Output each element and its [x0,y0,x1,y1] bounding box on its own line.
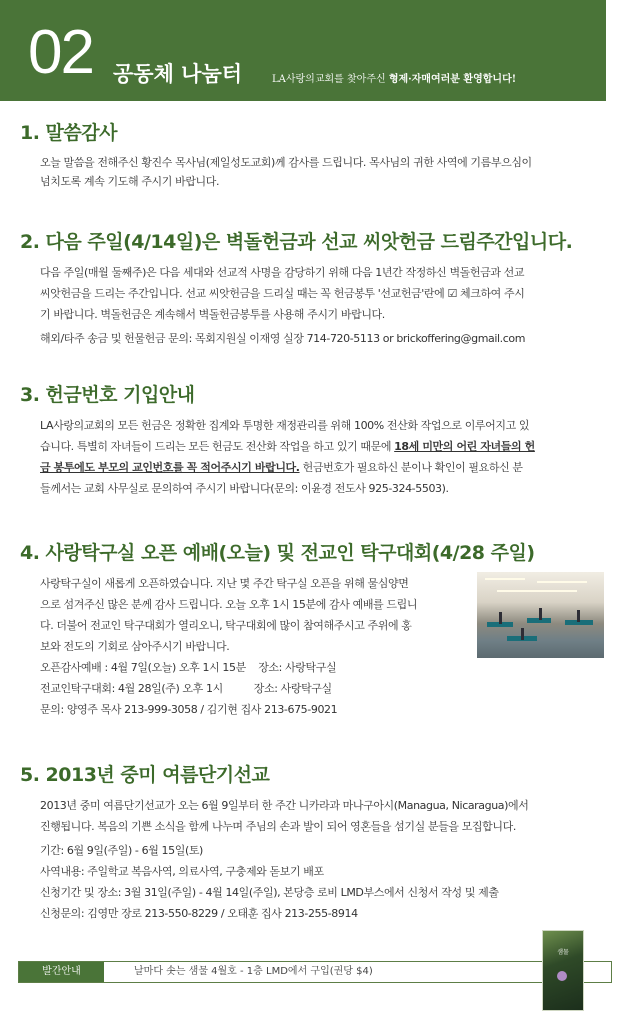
notice-3-line: 들께서는 교회 사무실로 문의하여 주시기 바랍니다(문의: 이윤경 전도사 925-324-5503). [40,482,449,495]
notice-5-body [40,795,605,924]
notice-1-line: 오늘 말씀을 전해주신 황진수 목사님(제일성도교회)께 감사를 드립니다. 목사님의 귀한 사역에 기름부으심이 [40,156,532,169]
welcome-bold: 형제·자매여러분 환영합니다! [388,74,517,85]
section-header-banner [0,0,606,101]
ping-pong-room-photo [477,572,604,658]
notice-5-period: 기간: 6월 9일(주일) - 6월 15일(토) [40,844,203,857]
notice-5-contact: 신청문의: 김영만 장로 213-550-8229 / 오태훈 집사 213-255-8914 [40,907,358,920]
notice-1-line: 넘치도록 계속 기도해 주시기 바랍니다. [40,175,220,188]
notice-3-text: 습니다. 특별히 자녀들이 드리는 모든 헌금도 전산화 작업을 하고 있기 때문에 [40,440,395,453]
notice-3-line: LA사랑의교회의 모든 헌금은 정확한 집계와 투명한 재정관리를 위해 100% 전산화 작업으로 이루어지고 있 [40,419,530,432]
notice-3 [20,380,605,499]
notice-3-emphasis: 금 봉투에도 부모의 교인번호를 꼭 적어주시기 바랍니다. [40,461,300,474]
notice-1-body [40,153,605,191]
notice-2-body [40,262,605,349]
notice-4-title: 4. 사랑탁구실 오픈 예배(오늘) 및 전교인 탁구대회(4/28 주일) [20,542,535,564]
notice-2-line: 기 바랍니다. 벽돌헌금은 계속해서 벽돌헌금봉투를 사용해 주시기 바랍니다. [40,308,385,321]
notice-3-line [40,436,605,457]
notice-4-contact: 문의: 양영주 목사 213-999-3058 / 김기현 집사 213-675-9021 [40,703,338,716]
notice-5-line: 진행됩니다. 복음의 기쁜 소식을 함께 나누며 주님의 손과 발이 되어 영혼들을 섬기실 분들을 모집합니다. [40,820,516,833]
notice-4-line: 보와 전도의 기회로 삼아주시기 바랍니다. [40,640,230,653]
notice-4-line: 사랑탁구실이 새롭게 오픈하였습니다. 지난 몇 주간 탁구실 오픈을 위해 물심양면 [40,577,409,590]
publication-notice-bar [18,961,612,983]
notice-5 [20,760,605,924]
magazine-cover-title: 샘물 [557,949,569,956]
section-title: 공동체 나눔터 [113,62,243,86]
notice-2 [20,227,605,349]
notice-1 [20,118,605,191]
notice-3-text: 헌금번호가 필요하신 분이나 확인이 필요하신 분 [299,461,523,474]
notice-3-title: 3. 헌금번호 기입안내 [20,384,195,406]
notice-5-apply: 신청기간 및 장소: 3월 31일(주일) - 4월 14일(주일), 본당층 로비 LMD부스에서 신청서 작성 및 제출 [40,886,499,899]
notice-3-emphasis: 18세 미만의 어린 자녀들의 헌 [394,440,535,453]
notice-3-body [40,415,605,499]
notice-5-title: 5. 2013년 중미 여름단기선교 [20,764,270,786]
notice-4-body [40,573,480,720]
notice-3-line [40,457,605,478]
welcome-subtitle [272,70,516,85]
schedule-tournament: 전교인탁구대회: 4월 28일(주) 오후 1시 장소: 사랑탁구실 [40,682,332,695]
section-number: 02 [28,18,93,87]
welcome-prefix: LA사랑의교회를 찾아주신 [272,74,386,85]
magazine-cover-image [542,930,584,1011]
schedule-service: 오픈감사예배 : 4월 7일(오늘) 오후 1시 15분 장소: 사랑탁구실 [40,661,337,674]
notice-4-line: 다. 더불어 전교인 탁구대회가 열리오니, 탁구대회에 많이 참여해주시고 주위에 홍 [40,619,412,632]
publication-text: 날마다 솟는 샘물 4월호 - 1층 LMD에서 구입(권당 $4) [134,966,373,977]
notice-2-contact: 해외/타주 송금 및 헌물헌금 문의: 목회지원실 이재영 실장 714-720-5113 or brickoffering@gmail.com [40,332,526,345]
flower-icon [557,971,567,981]
notice-1-title: 1. 말씀감사 [20,122,117,144]
notice-5-ministry: 사역내용: 주일학교 복음사역, 의료사역, 구충제와 돋보기 배포 [40,865,324,878]
notice-4-line: 으로 섬겨주신 많은 분께 감사 드립니다. 오늘 오후 1시 15분에 감사 예배를 드립니 [40,598,418,611]
notice-2-line: 씨앗헌금을 드리는 주간입니다. 선교 씨앗헌금을 드리실 때는 꼭 헌금봉투 '선교헌금'란에 ☑ 체크하여 주시 [40,287,525,300]
publication-label: 발간안내 [19,962,104,982]
notice-5-line: 2013년 중미 여름단기선교가 오는 6월 9일부터 한 주간 니카라과 마나구아시(Managua, Nicaragua)에서 [40,799,529,812]
notice-2-title: 2. 다음 주일(4/14일)은 벽돌헌금과 선교 씨앗헌금 드림주간입니다. [20,231,573,253]
notice-2-line: 다음 주일(매월 둘째주)은 다음 세대와 선교적 사명을 감당하기 위해 다음 1년간 작정하신 벽돌헌금과 선교 [40,266,525,279]
